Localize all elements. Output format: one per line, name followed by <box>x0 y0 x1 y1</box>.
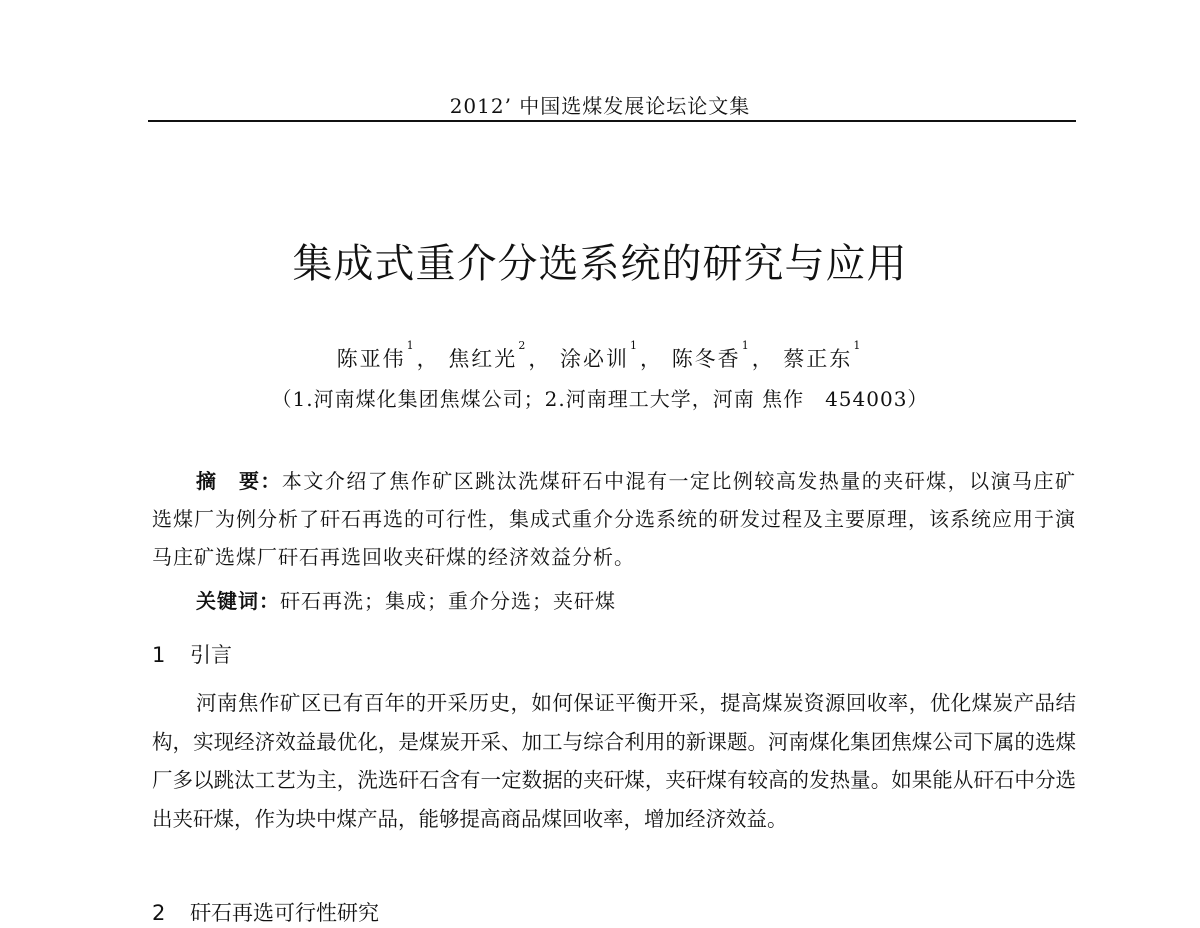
author-separator: ， <box>528 347 552 371</box>
keywords-text: 矸石再洗；集成；重介分选；夹矸煤 <box>280 589 616 613</box>
keywords-label: 关键词： <box>196 589 280 613</box>
section-number: 1 <box>152 643 166 667</box>
author-affiliation-mark: 1 <box>741 339 751 352</box>
author-affiliation-mark: 1 <box>630 339 639 352</box>
author-separator: ， <box>640 347 663 371</box>
author-affiliation-mark: 2 <box>518 339 528 352</box>
header-rule <box>148 120 1076 122</box>
author-name: 蔡正东 <box>783 347 853 371</box>
section-title: 矸石再选可行性研究 <box>190 901 379 925</box>
author-name: 陈冬香 <box>671 347 741 371</box>
affiliation: （1.河南煤化集团焦煤公司；2.河南理工大学，河南 焦作 454003） <box>271 387 929 411</box>
abstract-text: 本文介绍了焦作矿区跳汰洗煤矸石中混有一定比例较高发热量的夹矸煤，以演马庄矿选煤厂为例分析了矸石再选的可行性，集成式重介分选系统的研发过程及主要原理，该系统应用于演马庄矿选煤厂矸石再选回收夹矸煤的经济效益分析。 <box>152 469 1077 569</box>
author-separator: ， <box>416 347 440 371</box>
author-list <box>0 339 1200 373</box>
author-affiliation-mark: 1 <box>406 339 416 352</box>
author-name: 陈亚伟 <box>336 347 406 371</box>
keywords <box>196 586 1076 616</box>
running-header: 2012’ 中国选煤发展论坛论文集 <box>449 94 751 118</box>
abstract <box>152 462 1076 576</box>
section-paragraph: 河南焦作矿区已有百年的开采历史，如何保证平衡开采，提高煤炭资源回收率，优化煤炭产品结构，实现经济效益最优化，是煤炭开采、加工与综合利用的新课题。河南煤化集团焦煤公司下属的选煤厂多以跳汰工艺为主，洗选矸石含有一定数据的夹矸煤，夹矸煤有较高的发热量。如果能从矸石中分选出夹矸煤，作为块中煤产品，能够提高商品煤回收率，增加经济效益。 <box>152 691 1076 831</box>
author-affiliation-mark: 1 <box>853 339 863 352</box>
section-number: 2 <box>152 901 166 925</box>
section-heading <box>152 640 232 670</box>
section-title: 引言 <box>190 643 232 667</box>
paper-title: 集成式重介分选系统的研究与应用 <box>292 241 908 287</box>
author-name: 焦红光 <box>448 347 518 371</box>
author-separator: ， <box>751 347 775 371</box>
section-heading <box>152 898 379 928</box>
author-name: 涂必训 <box>560 347 629 371</box>
abstract-label: 摘 要： <box>196 469 282 493</box>
